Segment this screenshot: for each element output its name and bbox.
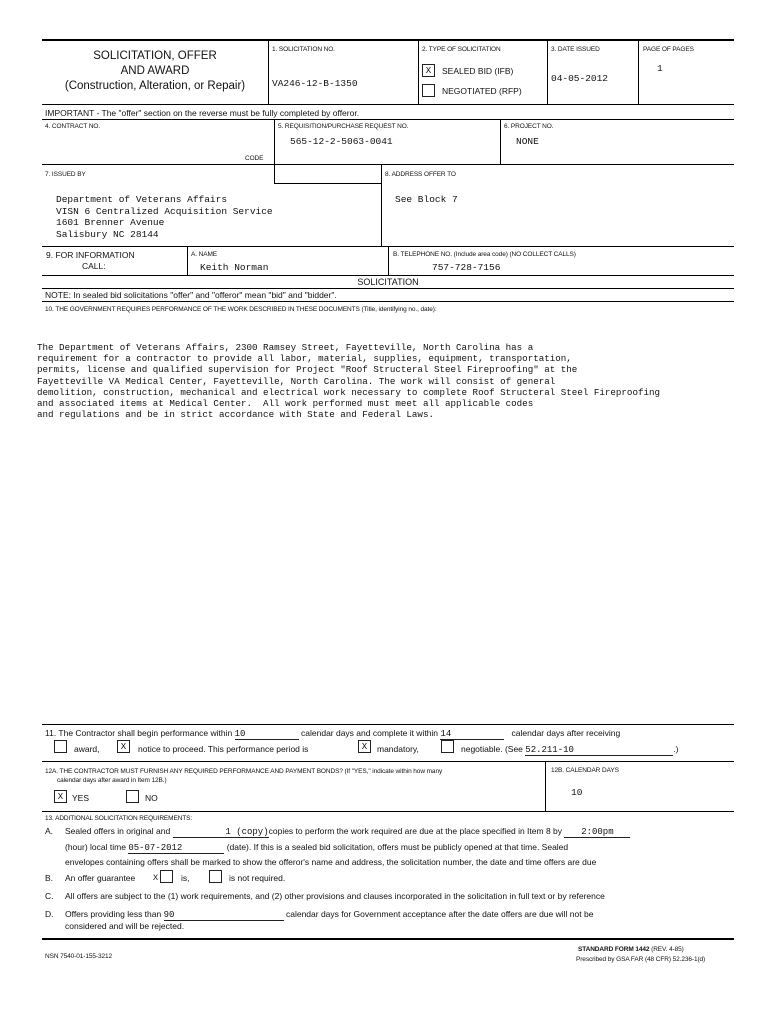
divider [42,811,734,812]
contract-no-label: 4. CONTRACT NO. [45,123,101,130]
description-line: The Department of Veterans Affairs, 2300 Ramsey Street, Fayetteville, North Carolina has a [37,342,534,353]
form-rev: (REV. 4-85) [651,946,684,953]
divider [42,288,734,289]
form-name-bold: STANDARD FORM 1442 [578,946,650,953]
divider [42,119,734,120]
due-time-field[interactable]: 2:00pm [564,827,630,838]
divider [42,724,734,725]
item-text: calendar days for Government acceptance after the date offers are due will not be [285,909,594,919]
item-text: copies to perform the work required are due at the place specified in Item 8 by [268,826,563,836]
negotiable-text [461,744,679,756]
description-line: Fayetteville VA Medical Center, Fayetteville, North Carolina. The work will consist of general [37,375,556,387]
item-a-line3: envelopes containing offers shall be marked to show the offeror's name and address, the solicitation number, the date and time offers are due [65,857,597,867]
description-line: and associated items at Medical Center. All work performed must meet all applicable codes [37,398,534,410]
block11-text: calendar days after receiving [511,728,621,738]
divider [418,41,419,104]
award-checkbox[interactable] [54,740,67,753]
guarantee-not-label: is not required. [229,873,286,883]
calendar-days-field[interactable]: 10 [571,787,583,798]
title-line2: AND AWARD [120,65,190,77]
requisition-label: 5. REQUISITION/PURCHASE REQUEST NO. [278,123,409,130]
page-number-field[interactable]: 1 [657,63,663,74]
begin-days-field[interactable]: 10 [235,729,299,740]
item-c-text: All offers are subject to the (1) work requirements, and (2) other provisions and clauses incorporated in the solicitation in full text or by reference [65,891,605,901]
description-line: and regulations and be in strict accordance with State and Federal Laws. [37,409,434,421]
bonds-yes-label: YES [72,793,90,803]
divider [547,41,548,104]
copies-field[interactable]: 1 (copy) [173,827,269,838]
block11-text: 11. The Contractor shall begin performance within [45,728,233,738]
divider [381,164,382,246]
type-of-solicitation-label: 2. TYPE OF SOLICITATION [422,46,501,53]
solicitation-no-field[interactable]: VA246-12-B-1350 [272,78,358,89]
title-line1: SOLICITATION, OFFER [93,50,217,62]
form-name [578,946,684,953]
address-offer-field[interactable]: See Block 7 [395,194,458,205]
divider [42,938,734,940]
negotiated-label: NEGOTIATED (RFP) [442,86,522,96]
bonds-no-label: NO [145,793,158,803]
negotiated-checkbox[interactable] [422,84,435,97]
address-line: Salisbury NC 28144 [56,228,159,240]
offer-guarantee-label: An offer guarantee [65,873,136,883]
name-label: A. NAME [191,251,218,258]
bonds-yes-checkbox[interactable]: X [54,790,67,803]
mandatory-checkbox[interactable]: X [358,740,371,753]
contact-name-field[interactable]: Keith Norman [200,262,269,273]
bonds-no-checkbox[interactable] [126,790,139,803]
divider [274,183,381,184]
item-a-letter: A. [45,826,54,836]
work-description-text[interactable] [37,342,660,420]
block11-line1 [45,728,620,740]
description-line: permits, license and qualified supervision for Project "Roof Structeral Steel Fireproofing" at the [37,364,578,376]
close-paren: .) [673,744,679,754]
item-a-line1 [65,826,630,838]
item-text: (hour) local time [65,842,126,852]
guarantee-is-checkbox[interactable] [160,870,173,883]
label-line: calendar days after award in Item 12B.) [57,777,167,784]
notice-to-proceed-checkbox[interactable]: X [117,740,130,753]
divider [42,164,734,165]
title-line3: (Construction, Alteration, or Repair) [64,80,246,92]
acceptance-days-field[interactable]: 90 [164,910,284,921]
note-text: NOTE: In sealed bid solicitations "offer" and "offeror" mean "bid" and "bidder". [45,290,337,300]
solicitation-heading: SOLICITATION [357,277,419,287]
negotiable-label: negotiable. (See [461,744,523,754]
divider [42,301,734,302]
divider [42,275,734,276]
divider [274,119,275,183]
offer-guarantee-mark: X [153,873,159,883]
address-line: 1601 Brenner Avenue [56,217,165,228]
complete-days-field[interactable]: 14 [440,729,504,740]
nsn-number: NSN 7540-01-155-3212 [45,953,113,960]
issued-by-address[interactable] [56,194,273,240]
for-information-label [46,250,135,272]
item-d-line1 [65,909,593,921]
calendar-days-label: 12B. CALENDAR DAYS [551,767,619,774]
sealed-bid-checkbox[interactable]: X [422,64,435,77]
award-label: award, [74,744,100,754]
item-text: (date). If this is a sealed bid solicitation, offers must be publicly opened at that time. Sealed [226,842,569,852]
item-b-letter: B. [45,873,54,883]
item-text: Offers providing less than [65,909,162,919]
divider [638,41,639,104]
divider [500,119,501,164]
guarantee-not-checkbox[interactable] [209,870,222,883]
important-notice: IMPORTANT - The "offer" section on the reverse must be fully completed by offeror. [45,108,360,118]
address-line: Department of Veterans Affairs [56,194,228,205]
item-d-line2: considered and will be rejected. [65,921,185,931]
date-issued-field[interactable]: 04-05-2012 [551,73,609,84]
code-label: CODE [245,155,264,162]
item-a-line2 [65,842,568,854]
label-line: 9. FOR INFORMATION [46,250,135,260]
additional-requirements-label: 13. ADDITIONAL SOLICITATION REQUIREMENTS: [45,815,193,822]
guarantee-is-label: is, [181,873,190,883]
solicitation-no-label: 1. SOLICITATION NO. [272,46,335,53]
form-title [42,49,268,94]
negotiable-checkbox[interactable] [441,740,454,753]
divider [187,246,188,275]
divider [268,41,269,104]
issued-by-label: 7. ISSUED BY [45,171,86,178]
telephone-field[interactable]: 757-728-7156 [432,262,501,273]
requisition-field[interactable]: 565-12-2-5063-0041 [290,136,393,147]
top-border [42,39,734,41]
due-date-field[interactable]: 05-07-2012 [128,843,224,854]
address-offer-label: 8. ADDRESS OFFER TO [385,171,456,178]
address-line: VISN 6 Centralized Acquisition Service [56,205,273,217]
project-no-field[interactable]: NONE [516,136,539,147]
bonds-label [45,767,442,785]
mandatory-label: mandatory, [377,744,419,754]
date-issued-label: 3. DATE ISSUED [551,46,600,53]
item-c-letter: C. [45,891,54,901]
divider [545,761,546,811]
label-line: CALL: [82,261,106,271]
project-no-label: 6. PROJECT NO. [504,123,554,130]
telephone-label: B. TELEPHONE NO. (Include area code) (NO COLLECT CALLS) [393,251,576,258]
divider [42,761,734,762]
divider [388,246,389,275]
page-of-pages-label: PAGE OF PAGES [643,46,694,53]
work-description-label: 10. THE GOVERNMENT REQUIRES PERFORMANCE OF THE WORK DESCRIBED IN THESE DOCUMENTS (Title, identifying no., date): [45,306,437,313]
divider [42,104,734,105]
sealed-bid-label: SEALED BID (IFB) [442,66,514,76]
notice-to-proceed-label: notice to proceed. This performance period is [138,744,309,754]
description-line: demolition, construction, mechanical and electrical work necessary to complete Roof Structeral Steel Fireproofing [37,386,661,398]
see-clause-field[interactable]: 52.211-10 [525,745,673,756]
description-line: requirement for a contractor to provide all labor, material, supplies, equipment, transportation, [37,353,572,365]
prescribed-by: Prescribed by GSA FAR (48 CFR) 52.236-1(d) [576,956,706,963]
item-text: Sealed offers in original and [65,826,171,836]
block11-text: calendar days and complete it within [301,728,439,738]
label-line: 12A. THE CONTRACTOR MUST FURNISH ANY REQUIRED PERFORMANCE AND PAYMENT BONDS? (If "YES," indicate within how many [45,768,443,775]
item-d-letter: D. [45,909,54,919]
